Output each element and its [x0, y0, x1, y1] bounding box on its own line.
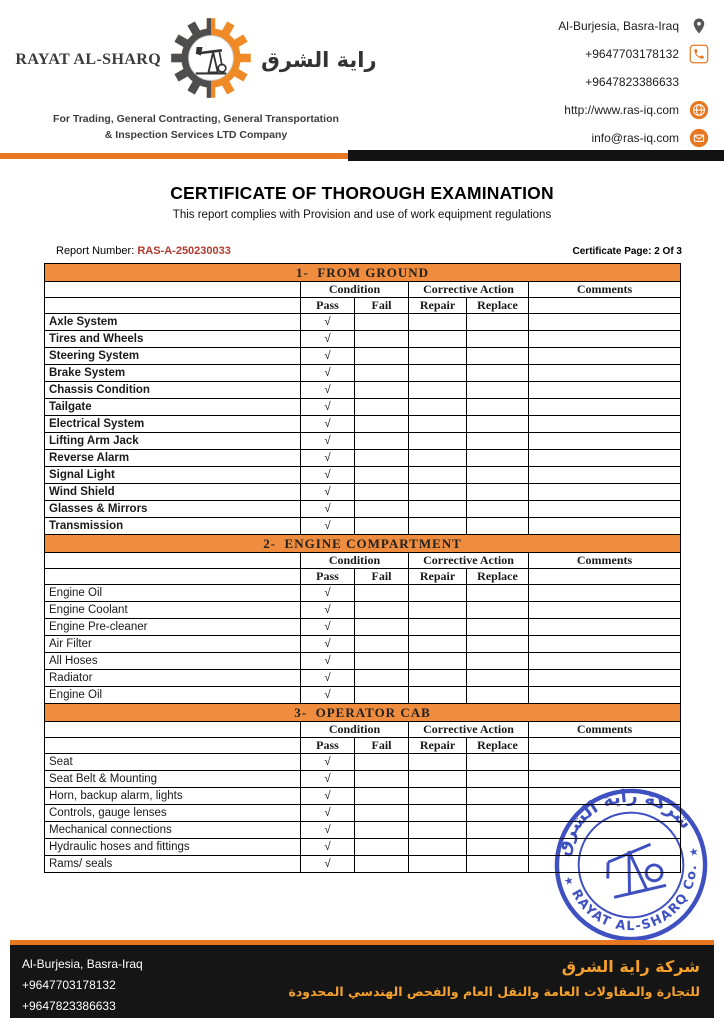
pass-check-cell: √: [301, 822, 355, 839]
item-name: All Hoses: [45, 653, 301, 670]
pass-check-cell: √: [301, 331, 355, 348]
empty-header-cell: [45, 722, 301, 738]
comments-cell: [529, 788, 681, 805]
email-icon: [688, 127, 710, 149]
table-row: [45, 467, 681, 484]
column-group-header-row: [45, 722, 681, 738]
stamp-star-right: ★: [687, 845, 701, 860]
table-row: [45, 771, 681, 788]
pass-header: Pass: [301, 298, 355, 314]
repair-check-cell: [409, 619, 467, 636]
item-name: Engine Pre-cleaner: [45, 619, 301, 636]
fail-check-cell: [355, 636, 409, 653]
repair-check-cell: [409, 839, 467, 856]
pass-check-cell: √: [301, 348, 355, 365]
fail-check-cell: [355, 653, 409, 670]
repair-header: Repair: [409, 569, 467, 585]
comments-cell: [529, 687, 681, 704]
repair-check-cell: [409, 856, 467, 873]
comments-cell: [529, 653, 681, 670]
item-name: Tires and Wheels: [45, 331, 301, 348]
replace-check-cell: [467, 805, 529, 822]
repair-check-cell: [409, 314, 467, 331]
divider-black-bar: [348, 150, 724, 161]
contact-list: [474, 12, 710, 152]
section-title: 2- ENGINE COMPARTMENT: [45, 535, 681, 553]
globe-icon: [688, 99, 710, 121]
pass-check-cell: √: [301, 670, 355, 687]
condition-header: Condition: [301, 282, 409, 298]
divider-orange-bar: [0, 153, 348, 159]
table-row: [45, 501, 681, 518]
table-row: [45, 805, 681, 822]
table-row: [45, 484, 681, 501]
item-name: Mechanical connections: [45, 822, 301, 839]
fail-check-cell: [355, 839, 409, 856]
repair-check-cell: [409, 416, 467, 433]
fail-check-cell: [355, 619, 409, 636]
fail-header: Fail: [355, 298, 409, 314]
company-logo: [15, 12, 377, 144]
replace-check-cell: [467, 619, 529, 636]
comments-cell: [529, 805, 681, 822]
item-name: Radiator: [45, 670, 301, 687]
contact-website: http://www.ras-iq.com: [474, 96, 710, 124]
fail-check-cell: [355, 348, 409, 365]
comments-cell: [529, 602, 681, 619]
page-title: CERTIFICATE OF THOROUGH EXAMINATION: [170, 183, 554, 203]
fail-check-cell: [355, 433, 409, 450]
comments-cell: [529, 416, 681, 433]
pass-check-cell: √: [301, 518, 355, 535]
pass-check-cell: √: [301, 619, 355, 636]
pass-check-cell: √: [301, 653, 355, 670]
fail-check-cell: [355, 501, 409, 518]
pass-check-cell: √: [301, 788, 355, 805]
pass-header: Pass: [301, 738, 355, 754]
repair-check-cell: [409, 602, 467, 619]
pass-check-cell: √: [301, 856, 355, 873]
repair-check-cell: [409, 467, 467, 484]
replace-check-cell: [467, 399, 529, 416]
repair-check-cell: [409, 653, 467, 670]
empty-header-cell: [45, 553, 301, 569]
item-name: Brake System: [45, 365, 301, 382]
comments-cell: [529, 754, 681, 771]
report-number-label: Report Number:: [56, 245, 135, 257]
repair-header: Repair: [409, 738, 467, 754]
comments-cell: [529, 314, 681, 331]
icon-spacer: [688, 71, 710, 93]
replace-check-cell: [467, 382, 529, 399]
fail-check-cell: [355, 822, 409, 839]
pass-check-cell: √: [301, 433, 355, 450]
repair-check-cell: [409, 450, 467, 467]
repair-check-cell: [409, 805, 467, 822]
gear-pumpjack-logo-icon: [168, 14, 254, 107]
fail-check-cell: [355, 467, 409, 484]
pass-check-cell: √: [301, 501, 355, 518]
table-row: [45, 653, 681, 670]
item-name: Glasses & Mirrors: [45, 501, 301, 518]
replace-check-cell: [467, 856, 529, 873]
repair-check-cell: [409, 636, 467, 653]
comments-cell: [529, 636, 681, 653]
empty-header-cell: [45, 298, 301, 314]
column-group-header-row: [45, 282, 681, 298]
fail-check-cell: [355, 687, 409, 704]
pass-header: Pass: [301, 569, 355, 585]
fail-check-cell: [355, 585, 409, 602]
item-name: Engine Oil: [45, 687, 301, 704]
table-section: [45, 704, 681, 873]
footer-company-block: [289, 954, 701, 1012]
footer-phone-1: +9647703178132: [22, 978, 116, 992]
empty-header-cell: [45, 738, 301, 754]
replace-check-cell: [467, 754, 529, 771]
inspection-table: [44, 263, 681, 873]
repair-check-cell: [409, 771, 467, 788]
pass-check-cell: √: [301, 450, 355, 467]
repair-check-cell: [409, 670, 467, 687]
corrective-action-header: Corrective Action: [409, 282, 529, 298]
item-name: Engine Coolant: [45, 602, 301, 619]
condition-header: Condition: [301, 722, 409, 738]
table-row: [45, 670, 681, 687]
pass-check-cell: √: [301, 687, 355, 704]
column-header-row: [45, 298, 681, 314]
repair-check-cell: [409, 399, 467, 416]
pass-check-cell: √: [301, 467, 355, 484]
table-row: [45, 399, 681, 416]
table-row: [45, 636, 681, 653]
table-row: [45, 314, 681, 331]
comments-cell: [529, 822, 681, 839]
company-name-arabic: راية الشرق: [261, 48, 377, 72]
fail-check-cell: [355, 365, 409, 382]
comments-cell: [529, 839, 681, 856]
table-row: [45, 433, 681, 450]
stamp-arabic-text: شركة راية الشرق: [553, 786, 696, 859]
replace-check-cell: [467, 416, 529, 433]
table-row: [45, 382, 681, 399]
empty-header-cell: [529, 298, 681, 314]
comments-cell: [529, 382, 681, 399]
footer-company-name-arabic: شركة راية الشرق: [561, 957, 700, 976]
report-number-value: RAS-A-250230033: [137, 245, 231, 257]
page-subtitle: This report complies with Provision and use of work equipment regulations: [172, 209, 552, 221]
item-name: Lifting Arm Jack: [45, 433, 301, 450]
fail-check-cell: [355, 805, 409, 822]
fail-check-cell: [355, 518, 409, 535]
repair-check-cell: [409, 788, 467, 805]
pass-check-cell: √: [301, 602, 355, 619]
item-name: Seat: [45, 754, 301, 771]
section-title: 1- FROM GROUND: [45, 264, 681, 282]
table-row: [45, 619, 681, 636]
stamp-english-text: RAYAT AL-SHARQ Co.: [568, 863, 701, 935]
section-header-row: [45, 535, 681, 553]
repair-check-cell: [409, 822, 467, 839]
item-name: Rams/ seals: [45, 856, 301, 873]
empty-header-cell: [529, 569, 681, 585]
footer-company-description-arabic: للتجارة والمقاولات العامة والنقل العام والفحص الهندسي المحدودة: [288, 983, 700, 999]
pass-check-cell: √: [301, 365, 355, 382]
comments-cell: [529, 501, 681, 518]
comments-cell: [529, 467, 681, 484]
pass-check-cell: √: [301, 399, 355, 416]
corrective-action-header: Corrective Action: [409, 722, 529, 738]
comments-header: Comments: [529, 282, 681, 298]
comments-cell: [529, 365, 681, 382]
comments-cell: [529, 619, 681, 636]
table-row: [45, 856, 681, 873]
replace-header: Replace: [467, 298, 529, 314]
replace-check-cell: [467, 314, 529, 331]
contact-phone-2: +9647823386633: [474, 68, 710, 96]
fail-check-cell: [355, 314, 409, 331]
fail-header: Fail: [355, 738, 409, 754]
repair-check-cell: [409, 501, 467, 518]
table-section: [45, 264, 681, 535]
comments-cell: [529, 348, 681, 365]
comments-cell: [529, 585, 681, 602]
item-name: Electrical System: [45, 416, 301, 433]
table-row: [45, 416, 681, 433]
contact-email: info@ras-iq.com: [474, 124, 710, 152]
column-group-header-row: [45, 553, 681, 569]
logo-row: [15, 12, 377, 108]
item-name: Hydraulic hoses and fittings: [45, 839, 301, 856]
fail-check-cell: [355, 856, 409, 873]
item-name: Controls, gauge lenses: [45, 805, 301, 822]
fail-header: Fail: [355, 569, 409, 585]
item-name: Signal Light: [45, 467, 301, 484]
certificate-page-indicator: Certificate Page: 2 Of 3: [572, 246, 682, 257]
corrective-action-header: Corrective Action: [409, 553, 529, 569]
report-number: [56, 245, 231, 257]
table-row: [45, 331, 681, 348]
fail-check-cell: [355, 484, 409, 501]
item-name: Reverse Alarm: [45, 450, 301, 467]
item-name: Chassis Condition: [45, 382, 301, 399]
item-name: Tailgate: [45, 399, 301, 416]
footer-phone-2: +9647823386633: [22, 999, 116, 1013]
item-name: Steering System: [45, 348, 301, 365]
table-row: [45, 518, 681, 535]
company-name-english: RAYAT AL-SHARQ: [15, 51, 162, 68]
replace-check-cell: [467, 518, 529, 535]
empty-header-cell: [529, 738, 681, 754]
repair-check-cell: [409, 331, 467, 348]
footer-address: Al-Burjesia, Basra-Iraq: [22, 957, 143, 971]
item-name: Wind Shield: [45, 484, 301, 501]
header: [0, 0, 724, 150]
fail-check-cell: [355, 399, 409, 416]
section-title: 3- OPERATOR CAB: [45, 704, 681, 722]
header-divider: [0, 150, 724, 163]
repair-check-cell: [409, 484, 467, 501]
replace-check-cell: [467, 670, 529, 687]
table-row: [45, 687, 681, 704]
empty-header-cell: [45, 282, 301, 298]
tagline-line2: & Inspection Services LTD Company: [104, 128, 288, 141]
replace-check-cell: [467, 636, 529, 653]
replace-check-cell: [467, 331, 529, 348]
repair-check-cell: [409, 687, 467, 704]
svg-text:RAYAT AL-SHARQ Co.: [567, 860, 712, 948]
fail-check-cell: [355, 754, 409, 771]
replace-check-cell: [467, 467, 529, 484]
comments-cell: [529, 670, 681, 687]
item-name: Axle System: [45, 314, 301, 331]
item-name: Seat Belt & Mounting: [45, 771, 301, 788]
item-name: Transmission: [45, 518, 301, 535]
column-header-row: [45, 738, 681, 754]
fail-check-cell: [355, 416, 409, 433]
comments-cell: [529, 450, 681, 467]
table-row: [45, 365, 681, 382]
pass-check-cell: √: [301, 754, 355, 771]
report-info-row: [56, 245, 682, 257]
fail-check-cell: [355, 382, 409, 399]
comments-cell: [529, 484, 681, 501]
table-row: [45, 788, 681, 805]
repair-header: Repair: [409, 298, 467, 314]
fail-check-cell: [355, 771, 409, 788]
replace-check-cell: [467, 839, 529, 856]
replace-check-cell: [467, 585, 529, 602]
fail-check-cell: [355, 331, 409, 348]
item-name: Air Filter: [45, 636, 301, 653]
section-header-row: [45, 264, 681, 282]
replace-check-cell: [467, 771, 529, 788]
table-row: [45, 754, 681, 771]
comments-cell: [529, 433, 681, 450]
table-row: [45, 822, 681, 839]
table-row: [45, 348, 681, 365]
comments-header: Comments: [529, 722, 681, 738]
contact-phone-1: +9647703178132: [474, 40, 710, 68]
fail-check-cell: [355, 602, 409, 619]
fail-check-cell: [355, 788, 409, 805]
pass-check-cell: √: [301, 314, 355, 331]
fail-check-cell: [355, 450, 409, 467]
repair-check-cell: [409, 382, 467, 399]
section-header-row: [45, 704, 681, 722]
comments-cell: [529, 331, 681, 348]
pass-check-cell: √: [301, 636, 355, 653]
comments-cell: [529, 518, 681, 535]
contact-address: Al-Burjesia, Basra-Iraq: [474, 12, 710, 40]
comments-cell: [529, 399, 681, 416]
repair-check-cell: [409, 348, 467, 365]
pass-check-cell: √: [301, 839, 355, 856]
comments-header: Comments: [529, 553, 681, 569]
company-tagline: [36, 112, 356, 144]
replace-check-cell: [467, 433, 529, 450]
replace-check-cell: [467, 365, 529, 382]
item-name: Engine Oil: [45, 585, 301, 602]
table-row: [45, 585, 681, 602]
replace-check-cell: [467, 602, 529, 619]
column-header-row: [45, 569, 681, 585]
repair-check-cell: [409, 365, 467, 382]
table-section: [45, 535, 681, 704]
pass-check-cell: √: [301, 484, 355, 501]
location-pin-icon: [688, 15, 710, 37]
replace-check-cell: [467, 653, 529, 670]
table-row: [45, 839, 681, 856]
repair-check-cell: [409, 754, 467, 771]
replace-check-cell: [467, 822, 529, 839]
pass-check-cell: √: [301, 416, 355, 433]
item-name: Horn, backup alarm, lights: [45, 788, 301, 805]
replace-check-cell: [467, 450, 529, 467]
footer-contact-block: [22, 954, 143, 1012]
replace-check-cell: [467, 687, 529, 704]
replace-header: Replace: [467, 569, 529, 585]
stamp-star-left: ★: [562, 874, 575, 889]
pass-check-cell: √: [301, 585, 355, 602]
empty-header-cell: [45, 569, 301, 585]
replace-check-cell: [467, 484, 529, 501]
replace-check-cell: [467, 788, 529, 805]
replace-check-cell: [467, 501, 529, 518]
repair-check-cell: [409, 518, 467, 535]
table-row: [45, 450, 681, 467]
table-row: [45, 602, 681, 619]
repair-check-cell: [409, 433, 467, 450]
comments-cell: [529, 856, 681, 873]
replace-header: Replace: [467, 738, 529, 754]
phone-icon: [688, 43, 710, 65]
condition-header: Condition: [301, 553, 409, 569]
pass-check-cell: √: [301, 771, 355, 788]
replace-check-cell: [467, 348, 529, 365]
pass-check-cell: √: [301, 382, 355, 399]
pass-check-cell: √: [301, 805, 355, 822]
footer: [10, 940, 714, 1018]
comments-cell: [529, 771, 681, 788]
tagline-line1: For Trading, General Contracting, General Transportation: [53, 113, 339, 125]
fail-check-cell: [355, 670, 409, 687]
repair-check-cell: [409, 585, 467, 602]
